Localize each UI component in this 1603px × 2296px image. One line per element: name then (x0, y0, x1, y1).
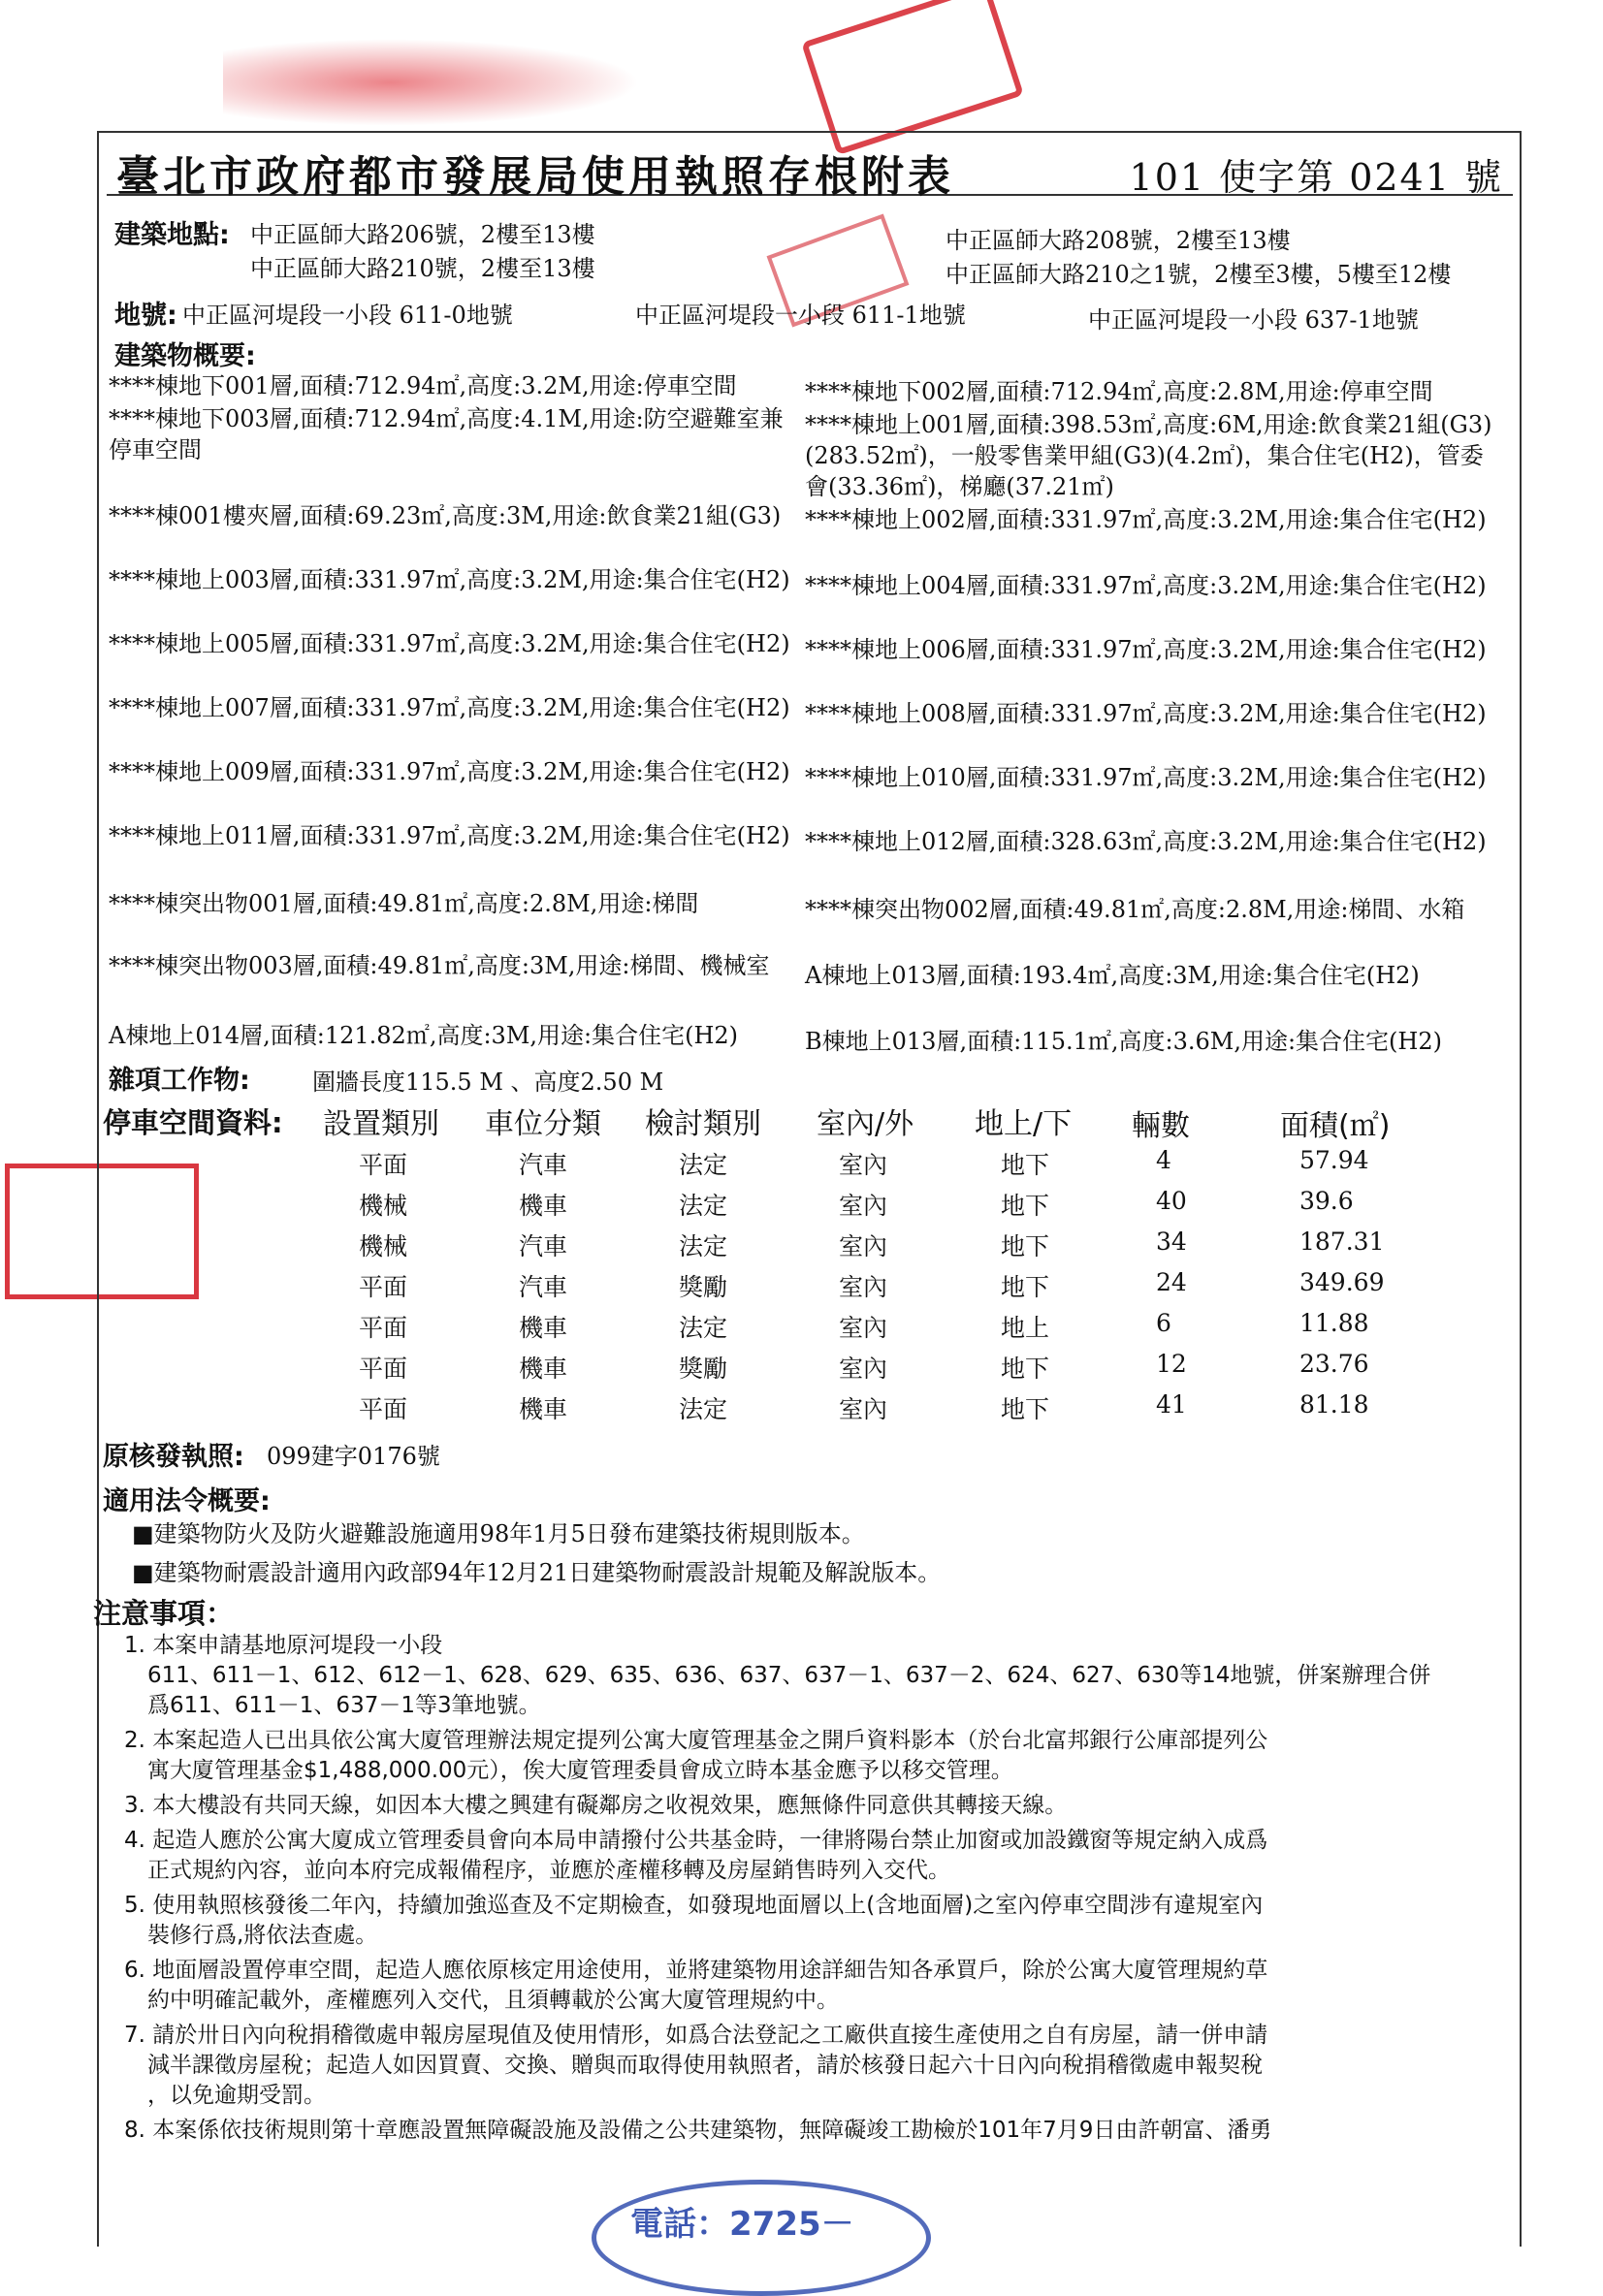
parking-cell-level: 地下 (1001, 1355, 1050, 1383)
note-7-line-3: ，以免逾期受罰。 (147, 2083, 326, 2108)
parking-cell-count: 12 (1156, 1350, 1187, 1378)
address-line-3: 中正區師大路208號，2樓至13樓 (946, 227, 1291, 254)
parking-cell-area: 57.94 (1299, 1146, 1369, 1174)
parking-cell-count: 40 (1156, 1187, 1187, 1215)
parking-cell-indoor: 室內 (839, 1192, 888, 1220)
red-stamp-top (223, 39, 640, 126)
parking-cell-indoor: 室內 (839, 1273, 888, 1301)
overview-row-9-right: ****棟突出物002層,面積:49.81㎡,高度:2.8M,用途:梯間、水箱 (805, 896, 1465, 923)
overview-row-10-left: ****棟突出物003層,面積:49.81㎡,高度:3M,用途:梯間、機械室 (109, 952, 770, 979)
parking-cell-spot-type: 機車 (519, 1395, 568, 1423)
note-7-line-2: 減半課徵房屋稅；起造人如因買賣、交換、贈與而取得使用執照者，請於核發日起六十日內向稅捐稽徵處申報契稅 (147, 2053, 1263, 2078)
law-item-1: ■建築物防火及防火避難設施適用98年1月5日發布建築技術規則版本。 (132, 1520, 865, 1547)
note-2-line-2: 寓大廈管理基金$1,488,000.00元），俟大廈管理委員會成立時本基金應予以移交管理。 (147, 1758, 1013, 1783)
parking-cell-count: 4 (1156, 1146, 1171, 1174)
lot-item-1: 中正區河堤段一小段 611-0地號 (182, 302, 513, 329)
overview-row-6-right: ****棟地上008層,面積:331.97㎡,高度:3.2M,用途:集合住宅(H2) (805, 700, 1487, 727)
address-line-2: 中正區師大路210號，2樓至13樓 (250, 255, 595, 282)
original-permit-label: 原核發執照: (103, 1442, 244, 1472)
parking-cell-indoor: 室內 (839, 1151, 888, 1179)
parking-cell-count: 6 (1156, 1309, 1171, 1337)
parking-cell-spot-type: 汽車 (519, 1151, 568, 1179)
parking-cell-setup: 平面 (359, 1314, 408, 1342)
parking-cell-review: 法定 (679, 1232, 728, 1260)
parking-label: 停車空間資料: (103, 1106, 283, 1139)
overview-row-10-right: A棟地上013層,面積:193.4㎡,高度:3M,用途:集合住宅(H2) (805, 962, 1420, 989)
parking-cell-level: 地上 (1001, 1314, 1050, 1342)
note-5-line-1: 5. 使用執照核發後二年內，持續加強巡查及不定期檢查，如發現地面層以上(含地面層)之室內停車空間涉有違規室內 (124, 1893, 1264, 1918)
overview-row-7-right: ****棟地上010層,面積:331.97㎡,高度:3.2M,用途:集合住宅(H2) (805, 764, 1487, 791)
note-5-line-2: 裝修行爲,將依法查處。 (147, 1923, 378, 1948)
overview-row-2-left: ****棟地下003層,面積:712.94㎡,高度:4.1M,用途:防空避難室兼停車空間 (109, 405, 784, 463)
note-2-line-1: 2. 本案起造人已出具依公寓大廈管理辦法規定提列公寓大廈管理基金之開戶資料影本（於台北富邦銀行公庫部提列公 (124, 1728, 1268, 1753)
parking-cell-area: 39.6 (1299, 1187, 1354, 1215)
parking-cell-spot-type: 汽車 (519, 1273, 568, 1301)
parking-cell-setup: 平面 (359, 1355, 408, 1383)
overview-row-5-left: ****棟地上005層,面積:331.97㎡,高度:3.2M,用途:集合住宅(H2) (109, 630, 790, 657)
overview-row-11-left: A棟地上014層,面積:121.82㎡,高度:3M,用途:集合住宅(H2) (109, 1022, 739, 1049)
overview-row-6-left: ****棟地上007層,面積:331.97㎡,高度:3.2M,用途:集合住宅(H2) (109, 694, 790, 721)
parking-cell-area: 11.88 (1299, 1309, 1369, 1337)
original-permit-value: 099建字0176號 (267, 1443, 440, 1470)
overview-row-5-right: ****棟地上006層,面積:331.97㎡,高度:3.2M,用途:集合住宅(H2) (805, 636, 1487, 663)
notes-label: 注意事項： (93, 1597, 235, 1630)
parking-cell-setup: 機械 (359, 1232, 408, 1260)
parking-header-review: 檢討類別 (645, 1107, 761, 1141)
parking-cell-count: 24 (1156, 1268, 1187, 1296)
address-line-4: 中正區師大路210之1號，2樓至3樓，5樓至12樓 (946, 261, 1452, 288)
parking-cell-area: 23.76 (1299, 1350, 1369, 1378)
parking-cell-level: 地下 (1001, 1151, 1050, 1179)
parking-header-indoor: 室內/外 (817, 1107, 914, 1141)
parking-cell-level: 地下 (1001, 1232, 1050, 1260)
misc-value: 圍牆長度115.5 M 、高度2.50 M (312, 1068, 664, 1096)
parking-cell-indoor: 室內 (839, 1355, 888, 1383)
parking-cell-setup: 平面 (359, 1273, 408, 1301)
parking-header-level: 地上/下 (975, 1107, 1073, 1141)
note-8-line-1: 8. 本案係依技術規則第十章應設置無障礙設施及設備之公共建築物，無障礙竣工勘檢於101年7月9日由許朝富、潘勇 (124, 2118, 1272, 2143)
parking-header-spot-type: 車位分類 (485, 1107, 601, 1141)
parking-cell-setup: 平面 (359, 1151, 408, 1179)
overview-row-8-left: ****棟地上011層,面積:331.97㎡,高度:3.2M,用途:集合住宅(H2) (109, 822, 790, 849)
note-1-line-2: 611、611－1、612、612－1、628、629、635、636、637、637－1、637－2、624、627、630等14地號，併案辦理合併 (147, 1663, 1431, 1688)
overview-row-3-left: ****棟001樓夾層,面積:69.23㎡,高度:3M,用途:飲食業21組(G3) (109, 502, 782, 529)
note-6-line-1: 6. 地面層設置停車空間，起造人應依原核定用途使用，並將建築物用途詳細告知各承買戶，除於公寓大廈管理規約草 (124, 1958, 1268, 1983)
note-4-line-2: 正式規約內容，並向本府完成報備程序，並應於產權移轉及房屋銷售時列入交代。 (147, 1858, 950, 1883)
misc-label: 雜項工作物: (109, 1066, 250, 1096)
parking-cell-review: 法定 (679, 1192, 728, 1220)
parking-cell-level: 地下 (1001, 1395, 1050, 1423)
lot-label: 地號: (114, 301, 177, 331)
parking-cell-spot-type: 機車 (519, 1355, 568, 1383)
parking-cell-review: 法定 (679, 1151, 728, 1179)
blue-stamp-text: 電話：2725－ (630, 2205, 854, 2244)
overview-row-11-right: B棟地上013層,面積:115.1㎡,高度:3.6M,用途:集合住宅(H2) (805, 1028, 1442, 1055)
parking-cell-setup: 平面 (359, 1395, 408, 1423)
address-label: 建築地點: (114, 220, 230, 250)
title-row (107, 136, 1513, 202)
parking-cell-area: 349.69 (1299, 1268, 1385, 1296)
parking-cell-indoor: 室內 (839, 1314, 888, 1342)
overview-row-4-right: ****棟地上004層,面積:331.97㎡,高度:3.2M,用途:集合住宅(H2) (805, 572, 1487, 599)
parking-cell-spot-type: 機車 (519, 1192, 568, 1220)
overview-row-1-right: ****棟地下002層,面積:712.94㎡,高度:2.8M,用途:停車空間 (805, 378, 1433, 405)
overview-row-8-right: ****棟地上012層,面積:328.63㎡,高度:3.2M,用途:集合住宅(H2) (805, 828, 1487, 855)
overview-row-4-left: ****棟地上003層,面積:331.97㎡,高度:3.2M,用途:集合住宅(H2) (109, 566, 790, 593)
note-6-line-2: 約中明確記載外，產權應列入交代，且須轉載於公寓大廈管理規約中。 (147, 1988, 839, 2013)
parking-cell-level: 地下 (1001, 1273, 1050, 1301)
parking-header-count: 輛數 (1132, 1109, 1190, 1143)
parking-cell-review: 法定 (679, 1314, 728, 1342)
parking-cell-review: 法定 (679, 1395, 728, 1423)
overview-row-9-left: ****棟突出物001層,面積:49.81㎡,高度:2.8M,用途:梯間 (109, 890, 699, 917)
address-line-1: 中正區師大路206號，2樓至13樓 (250, 221, 595, 248)
lot-item-3: 中正區河堤段一小段 637-1地號 (1088, 306, 1419, 334)
overview-row-1-left: ****棟地下001層,面積:712.94㎡,高度:3.2M,用途:停車空間 (109, 372, 737, 399)
parking-header-setup: 設置類別 (323, 1107, 439, 1141)
parking-cell-level: 地下 (1001, 1192, 1050, 1220)
law-item-2: ■建築物耐震設計適用內政部94年12月21日建築物耐震設計規範及解說版本。 (132, 1559, 942, 1586)
parking-cell-indoor: 室內 (839, 1395, 888, 1423)
laws-label: 適用法令概要: (103, 1486, 271, 1516)
parking-header-area: 面積(㎡) (1280, 1109, 1391, 1143)
parking-cell-spot-type: 汽車 (519, 1232, 568, 1260)
parking-cell-count: 41 (1156, 1390, 1187, 1419)
page-title: 臺北市政府都市發展局使用執照存根附表 (116, 152, 954, 202)
parking-cell-review: 獎勵 (679, 1355, 728, 1383)
parking-cell-setup: 機械 (359, 1192, 408, 1220)
parking-cell-spot-type: 機車 (519, 1314, 568, 1342)
license-number: 101 使字第 0241 號 (1129, 156, 1503, 199)
parking-cell-review: 獎勵 (679, 1273, 728, 1301)
overview-row-3-right: ****棟地上002層,面積:331.97㎡,高度:3.2M,用途:集合住宅(H2) (805, 506, 1487, 533)
overview-row-7-left: ****棟地上009層,面積:331.97㎡,高度:3.2M,用途:集合住宅(H2) (109, 758, 790, 785)
note-1-line-1: 1. 本案申請基地原河堤段一小段 (124, 1633, 443, 1658)
parking-cell-count: 34 (1156, 1228, 1187, 1256)
overview-row-2-right: ****棟地上001層,面積:398.53㎡,高度:6M,用途:飲食業21組(G3)(283.52㎡)，一般零售業甲組(G3)(4.2㎡)，集合住宅(H2)，管委會(33.36㎡)，梯廳(37.21㎡) (805, 411, 1492, 500)
note-3-line-1: 3. 本大樓設有共同天線，如因本大樓之興建有礙鄰房之收視效果，應無條件同意供其轉接天線。 (124, 1793, 1068, 1818)
note-7-line-1: 7. 請於卅日內向稅捐稽徵處申報房屋現值及使用情形，如爲合法登記之工廠供直接生產使用之自有房屋，請一併申請 (124, 2023, 1268, 2048)
parking-cell-indoor: 室內 (839, 1232, 888, 1260)
parking-cell-area: 187.31 (1299, 1228, 1385, 1256)
note-1-line-3: 爲611、611－1、637－1等3筆地號。 (147, 1693, 541, 1718)
overview-label: 建築物概要: (114, 341, 256, 371)
note-4-line-1: 4. 起造人應於公寓大廈成立管理委員會向本局申請撥付公共基金時，一律將陽台禁止加窗或加設鐵窗等規定納入成爲 (124, 1828, 1268, 1853)
parking-cell-area: 81.18 (1299, 1390, 1369, 1419)
lot-item-2: 中正區河堤段一小段 611-1地號 (635, 302, 966, 329)
